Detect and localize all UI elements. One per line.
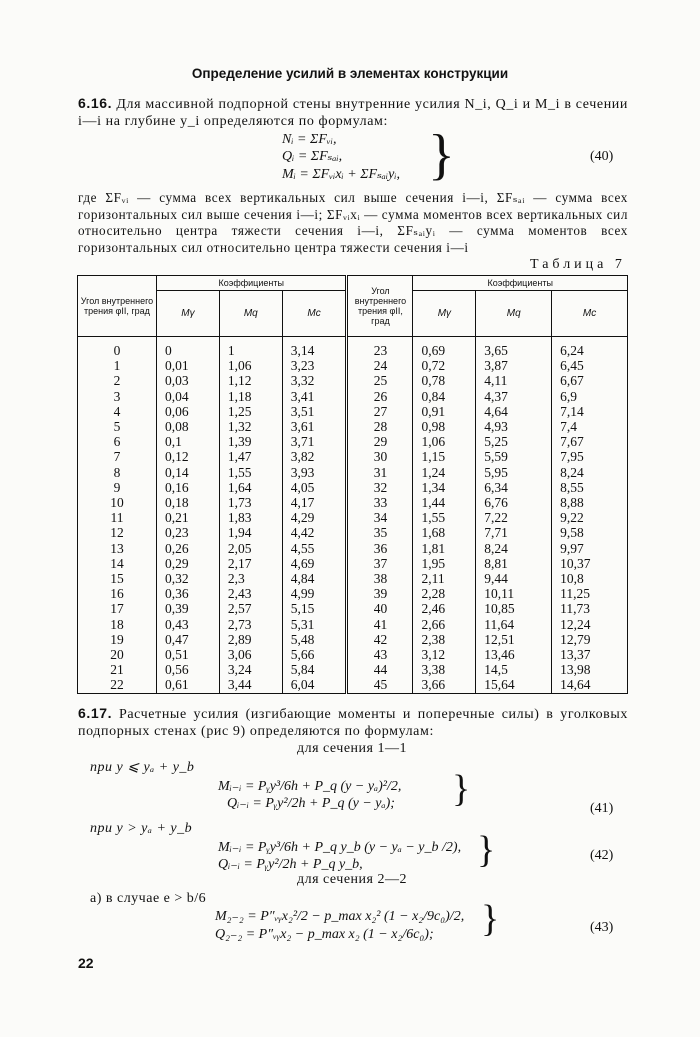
angle-cell: 23 (347, 337, 413, 359)
angle-cell: 8 (78, 465, 157, 480)
table-row (78, 337, 628, 359)
mq-cell: 3,06 (219, 647, 282, 662)
angle-cell: 40 (347, 601, 413, 616)
table-7 (77, 275, 628, 694)
section-2-2-label: для сечения 2—2 (297, 872, 407, 887)
mq-cell: 1,94 (219, 525, 282, 540)
mq-cell: 1,39 (219, 434, 282, 449)
paragraph-text-617: Расчетные усилия (изгибающие моменты и поперечные силы) в уголковых подпорных стенах (рис 9) определяются по формулам: (78, 707, 628, 739)
angle-cell: 29 (347, 434, 413, 449)
angle-cell: 28 (347, 419, 413, 434)
mg-cell: 0,1 (157, 434, 220, 449)
mg-cell: 0,84 (413, 389, 476, 404)
mq-cell: 15,64 (476, 677, 552, 693)
eq40-line2: Qᵢ = ΣFₛₐᵢ, (282, 149, 343, 164)
mc-cell: 6,45 (552, 358, 628, 373)
angle-cell: 16 (78, 586, 157, 601)
clause-number: 6.16. (78, 95, 113, 111)
mq-cell: 4,11 (476, 373, 552, 388)
angle-cell: 41 (347, 617, 413, 632)
angle-cell: 10 (78, 495, 157, 510)
angle-cell: 17 (78, 601, 157, 616)
mg-cell: 1,68 (413, 525, 476, 540)
table-row (78, 373, 628, 388)
mg-cell: 0,39 (157, 601, 220, 616)
mc-cell: 6,04 (282, 677, 347, 693)
mg-cell: 0,98 (413, 419, 476, 434)
mq-cell: 7,22 (476, 510, 552, 525)
mg-cell: 3,12 (413, 647, 476, 662)
mq-cell: 2,17 (219, 556, 282, 571)
mc-cell: 8,55 (552, 480, 628, 495)
mq-cell: 2,73 (219, 617, 282, 632)
section-1-1-label: для сечения 1—1 (297, 741, 407, 756)
table-row (78, 419, 628, 434)
mc-cell: 10,37 (552, 556, 628, 571)
mg-cell: 0,36 (157, 586, 220, 601)
mg-cell: 0,29 (157, 556, 220, 571)
mq-cell: 1,73 (219, 495, 282, 510)
angle-cell: 38 (347, 571, 413, 586)
mq-cell: 5,25 (476, 434, 552, 449)
mg-cell: 1,81 (413, 541, 476, 556)
mc-cell: 6,9 (552, 389, 628, 404)
paragraph-text: Для массивной подпорной стены внутренние усилия N_i, Q_i и M_i в сечении i—i на глубине y_i определяются по формулам: (78, 97, 628, 129)
angle-cell: 25 (347, 373, 413, 388)
mg-cell: 0,78 (413, 373, 476, 388)
mc-cell: 4,17 (282, 495, 347, 510)
mg-cell: 1,06 (413, 434, 476, 449)
mc-cell: 11,73 (552, 601, 628, 616)
mq-cell: 1,18 (219, 389, 282, 404)
table-row (78, 495, 628, 510)
eq43-line2: Q₂₋₂ = P″ᵥᵧx₂ − p_max x₂ (1 − x₂/6c₀); (215, 927, 434, 942)
angle-cell: 39 (347, 586, 413, 601)
mg-cell: 0,14 (157, 465, 220, 480)
mg-cell: 1,95 (413, 556, 476, 571)
mc-cell: 3,51 (282, 404, 347, 419)
angle-cell: 37 (347, 556, 413, 571)
mq-cell: 1,83 (219, 510, 282, 525)
mq-cell: 10,85 (476, 601, 552, 616)
section-heading: Определение усилий в элементах конструкции (191, 66, 509, 81)
table-row (78, 571, 628, 586)
sub-header-mg-right: Mγ (413, 291, 476, 337)
mc-cell: 4,55 (282, 541, 347, 556)
mc-cell: 7,14 (552, 404, 628, 419)
mc-cell: 3,93 (282, 465, 347, 480)
mq-cell: 8,24 (476, 541, 552, 556)
mq-cell: 2,89 (219, 632, 282, 647)
table-row (78, 404, 628, 419)
angle-cell: 31 (347, 465, 413, 480)
mg-cell: 0,43 (157, 617, 220, 632)
eq42-number: (42) (590, 848, 614, 863)
mg-cell: 0,32 (157, 571, 220, 586)
mc-cell: 6,24 (552, 337, 628, 359)
table-row (78, 465, 628, 480)
col-coef-header-right: Коэффициенты (413, 276, 628, 291)
angle-cell: 30 (347, 449, 413, 464)
eq41-line1: Mᵢ₋ᵢ = Pᵧy³/6h + P_q (y − yₐ)²/2, (218, 779, 402, 794)
eq41-line2: Qᵢ₋ᵢ = Pᵧy²/2h + P_q (y − yₐ); (227, 796, 395, 811)
case-a-label: а) в случае e > b/6 (90, 891, 207, 906)
mq-cell: 3,87 (476, 358, 552, 373)
mq-cell: 3,65 (476, 337, 552, 359)
mq-cell: 6,34 (476, 480, 552, 495)
table-row (78, 677, 628, 693)
where-paragraph: где ΣFᵥᵢ — сумма всех вертикальных сил выше сечения i—i, ΣFₛₐᵢ — сумма всех горизонтальных сил выше сечения i—i; ΣFᵥᵢxᵢ — сумма моментов всех вертикальных сил относительно центра тяжести сечения i—i, ΣFₛₐᵢyᵢ — сумма моментов всех горизонтальных сил относительно центра тяжести сечения i—i (78, 190, 628, 255)
mc-cell: 3,32 (282, 373, 347, 388)
table-row (78, 556, 628, 571)
mc-cell: 5,15 (282, 601, 347, 616)
mq-cell: 10,11 (476, 586, 552, 601)
mg-cell: 2,38 (413, 632, 476, 647)
mg-cell: 0,26 (157, 541, 220, 556)
mq-cell: 2,43 (219, 586, 282, 601)
mc-cell: 3,41 (282, 389, 347, 404)
mq-cell: 1,12 (219, 373, 282, 388)
mq-cell: 3,24 (219, 662, 282, 677)
right-brace-icon: } (428, 124, 455, 186)
mq-cell: 1,47 (219, 449, 282, 464)
sub-header-mq: Mq (219, 291, 282, 337)
mg-cell: 0,91 (413, 404, 476, 419)
angle-cell: 13 (78, 541, 157, 556)
angle-cell: 42 (347, 632, 413, 647)
eq41-number: (41) (590, 801, 614, 816)
mq-cell: 5,95 (476, 465, 552, 480)
mc-cell: 9,58 (552, 525, 628, 540)
mg-cell: 0,12 (157, 449, 220, 464)
mg-cell: 0,47 (157, 632, 220, 647)
mg-cell: 0,04 (157, 389, 220, 404)
angle-cell: 7 (78, 449, 157, 464)
angle-cell: 0 (78, 337, 157, 359)
table-row (78, 662, 628, 677)
eq43-line1: M₂₋₂ = P″ᵥᵧx₂²/2 − p_max x₂² (1 − x₂/9c₀)/2, (215, 909, 465, 924)
table-row (78, 541, 628, 556)
angle-cell: 43 (347, 647, 413, 662)
angle-cell: 14 (78, 556, 157, 571)
table-row (78, 601, 628, 616)
mg-cell: 0,61 (157, 677, 220, 693)
eq40-line3: Mᵢ = ΣFᵥᵢxᵢ + ΣFₛₐᵢyᵢ, (282, 167, 401, 182)
mc-cell: 13,37 (552, 647, 628, 662)
table-row (78, 647, 628, 662)
mg-cell: 1,24 (413, 465, 476, 480)
mg-cell: 0,21 (157, 510, 220, 525)
angle-cell: 4 (78, 404, 157, 419)
sub-header-mg: Mγ (157, 291, 220, 337)
clause-number-617: 6.17. (78, 705, 113, 721)
mg-cell: 0,23 (157, 525, 220, 540)
eq43-number: (43) (590, 920, 614, 935)
mc-cell: 4,99 (282, 586, 347, 601)
mq-cell: 4,37 (476, 389, 552, 404)
paragraph-6-16 (78, 95, 628, 130)
mq-cell: 4,93 (476, 419, 552, 434)
mc-cell: 11,25 (552, 586, 628, 601)
mg-cell: 2,66 (413, 617, 476, 632)
angle-cell: 26 (347, 389, 413, 404)
table-body (78, 337, 628, 694)
table-title: Таблица 7 (530, 257, 626, 272)
angle-cell: 45 (347, 677, 413, 693)
angle-cell: 35 (347, 525, 413, 540)
mq-cell: 13,46 (476, 647, 552, 662)
mc-cell: 14,64 (552, 677, 628, 693)
mc-cell: 7,95 (552, 449, 628, 464)
eq40-number: (40) (590, 149, 614, 164)
mc-cell: 3,71 (282, 434, 347, 449)
mg-cell: 0,69 (413, 337, 476, 359)
mg-cell: 0,51 (157, 647, 220, 662)
mc-cell: 3,14 (282, 337, 347, 359)
mc-cell: 7,4 (552, 419, 628, 434)
mg-cell: 0,06 (157, 404, 220, 419)
angle-cell: 15 (78, 571, 157, 586)
angle-cell: 3 (78, 389, 157, 404)
angle-cell: 19 (78, 632, 157, 647)
condition-1: при y ⩽ yₐ + y_b (90, 760, 195, 775)
mg-cell: 2,28 (413, 586, 476, 601)
table-row (78, 617, 628, 632)
angle-cell: 9 (78, 480, 157, 495)
mc-cell: 3,61 (282, 419, 347, 434)
mq-cell: 1,64 (219, 480, 282, 495)
mg-cell: 0,18 (157, 495, 220, 510)
mg-cell: 0,72 (413, 358, 476, 373)
angle-cell: 21 (78, 662, 157, 677)
table-row (78, 632, 628, 647)
mg-cell: 0 (157, 337, 220, 359)
mq-cell: 2,57 (219, 601, 282, 616)
mc-cell: 5,48 (282, 632, 347, 647)
angle-cell: 5 (78, 419, 157, 434)
mq-cell: 6,76 (476, 495, 552, 510)
mq-cell: 8,81 (476, 556, 552, 571)
col-angle-header-right: Угол внутреннего трения φII, град (347, 276, 413, 337)
mc-cell: 4,42 (282, 525, 347, 540)
mg-cell: 0,08 (157, 419, 220, 434)
mq-cell: 14,5 (476, 662, 552, 677)
angle-cell: 34 (347, 510, 413, 525)
angle-cell: 27 (347, 404, 413, 419)
table-row (78, 358, 628, 373)
mg-cell: 0,01 (157, 358, 220, 373)
angle-cell: 20 (78, 647, 157, 662)
mc-cell: 4,84 (282, 571, 347, 586)
mq-cell: 1,25 (219, 404, 282, 419)
mc-cell: 8,24 (552, 465, 628, 480)
mc-cell: 4,05 (282, 480, 347, 495)
sub-header-mc-right: Mc (552, 291, 628, 337)
mc-cell: 9,22 (552, 510, 628, 525)
table-row (78, 449, 628, 464)
mq-cell: 9,44 (476, 571, 552, 586)
table-row (78, 480, 628, 495)
mc-cell: 5,31 (282, 617, 347, 632)
mc-cell: 7,67 (552, 434, 628, 449)
mg-cell: 2,46 (413, 601, 476, 616)
mq-cell: 1 (219, 337, 282, 359)
mq-cell: 5,59 (476, 449, 552, 464)
right-brace-icon: } (481, 898, 500, 940)
mc-cell: 4,69 (282, 556, 347, 571)
mg-cell: 2,11 (413, 571, 476, 586)
mc-cell: 13,98 (552, 662, 628, 677)
mg-cell: 3,38 (413, 662, 476, 677)
angle-cell: 12 (78, 525, 157, 540)
page-number: 22 (78, 955, 94, 971)
mq-cell: 1,55 (219, 465, 282, 480)
eq40-line1: Nᵢ = ΣFᵥᵢ, (282, 132, 337, 147)
eq42-line1: Mᵢ₋ᵢ = Pᵧy³/6h + P_q y_b (y − yₐ − y_b /2), (218, 840, 462, 855)
mc-cell: 10,8 (552, 571, 628, 586)
mq-cell: 1,32 (219, 419, 282, 434)
mc-cell: 8,88 (552, 495, 628, 510)
mg-cell: 1,15 (413, 449, 476, 464)
mq-cell: 11,64 (476, 617, 552, 632)
mq-cell: 3,44 (219, 677, 282, 693)
angle-cell: 2 (78, 373, 157, 388)
col-angle-header: Угол внутреннего трения φII, град (78, 276, 157, 337)
right-brace-icon: } (477, 829, 496, 871)
mc-cell: 6,67 (552, 373, 628, 388)
table-row (78, 525, 628, 540)
angle-cell: 11 (78, 510, 157, 525)
mg-cell: 3,66 (413, 677, 476, 693)
mc-cell: 5,66 (282, 647, 347, 662)
mq-cell: 7,71 (476, 525, 552, 540)
mq-cell: 2,05 (219, 541, 282, 556)
angle-cell: 24 (347, 358, 413, 373)
mg-cell: 0,03 (157, 373, 220, 388)
angle-cell: 32 (347, 480, 413, 495)
mg-cell: 0,16 (157, 480, 220, 495)
mc-cell: 12,24 (552, 617, 628, 632)
mc-cell: 3,23 (282, 358, 347, 373)
mg-cell: 1,55 (413, 510, 476, 525)
mc-cell: 4,29 (282, 510, 347, 525)
mq-cell: 2,3 (219, 571, 282, 586)
mq-cell: 12,51 (476, 632, 552, 647)
angle-cell: 1 (78, 358, 157, 373)
mc-cell: 3,82 (282, 449, 347, 464)
paragraph-6-17 (78, 705, 628, 740)
mg-cell: 0,56 (157, 662, 220, 677)
condition-2: при y > yₐ + y_b (90, 821, 193, 836)
mc-cell: 5,84 (282, 662, 347, 677)
angle-cell: 18 (78, 617, 157, 632)
mg-cell: 1,34 (413, 480, 476, 495)
angle-cell: 22 (78, 677, 157, 693)
angle-cell: 44 (347, 662, 413, 677)
mc-cell: 12,79 (552, 632, 628, 647)
table-row (78, 510, 628, 525)
mq-cell: 1,06 (219, 358, 282, 373)
eq42-line2: Qᵢ₋ᵢ = Pᵧy²/2h + P_q y_b, (218, 857, 363, 872)
sub-header-mc: Mc (282, 291, 347, 337)
table-row (78, 434, 628, 449)
mc-cell: 9,97 (552, 541, 628, 556)
table-row (78, 389, 628, 404)
mg-cell: 1,44 (413, 495, 476, 510)
right-brace-icon: } (452, 768, 471, 810)
table-row (78, 586, 628, 601)
col-coef-header: Коэффициенты (157, 276, 347, 291)
angle-cell: 33 (347, 495, 413, 510)
mq-cell: 4,64 (476, 404, 552, 419)
angle-cell: 36 (347, 541, 413, 556)
sub-header-mq-right: Mq (476, 291, 552, 337)
angle-cell: 6 (78, 434, 157, 449)
